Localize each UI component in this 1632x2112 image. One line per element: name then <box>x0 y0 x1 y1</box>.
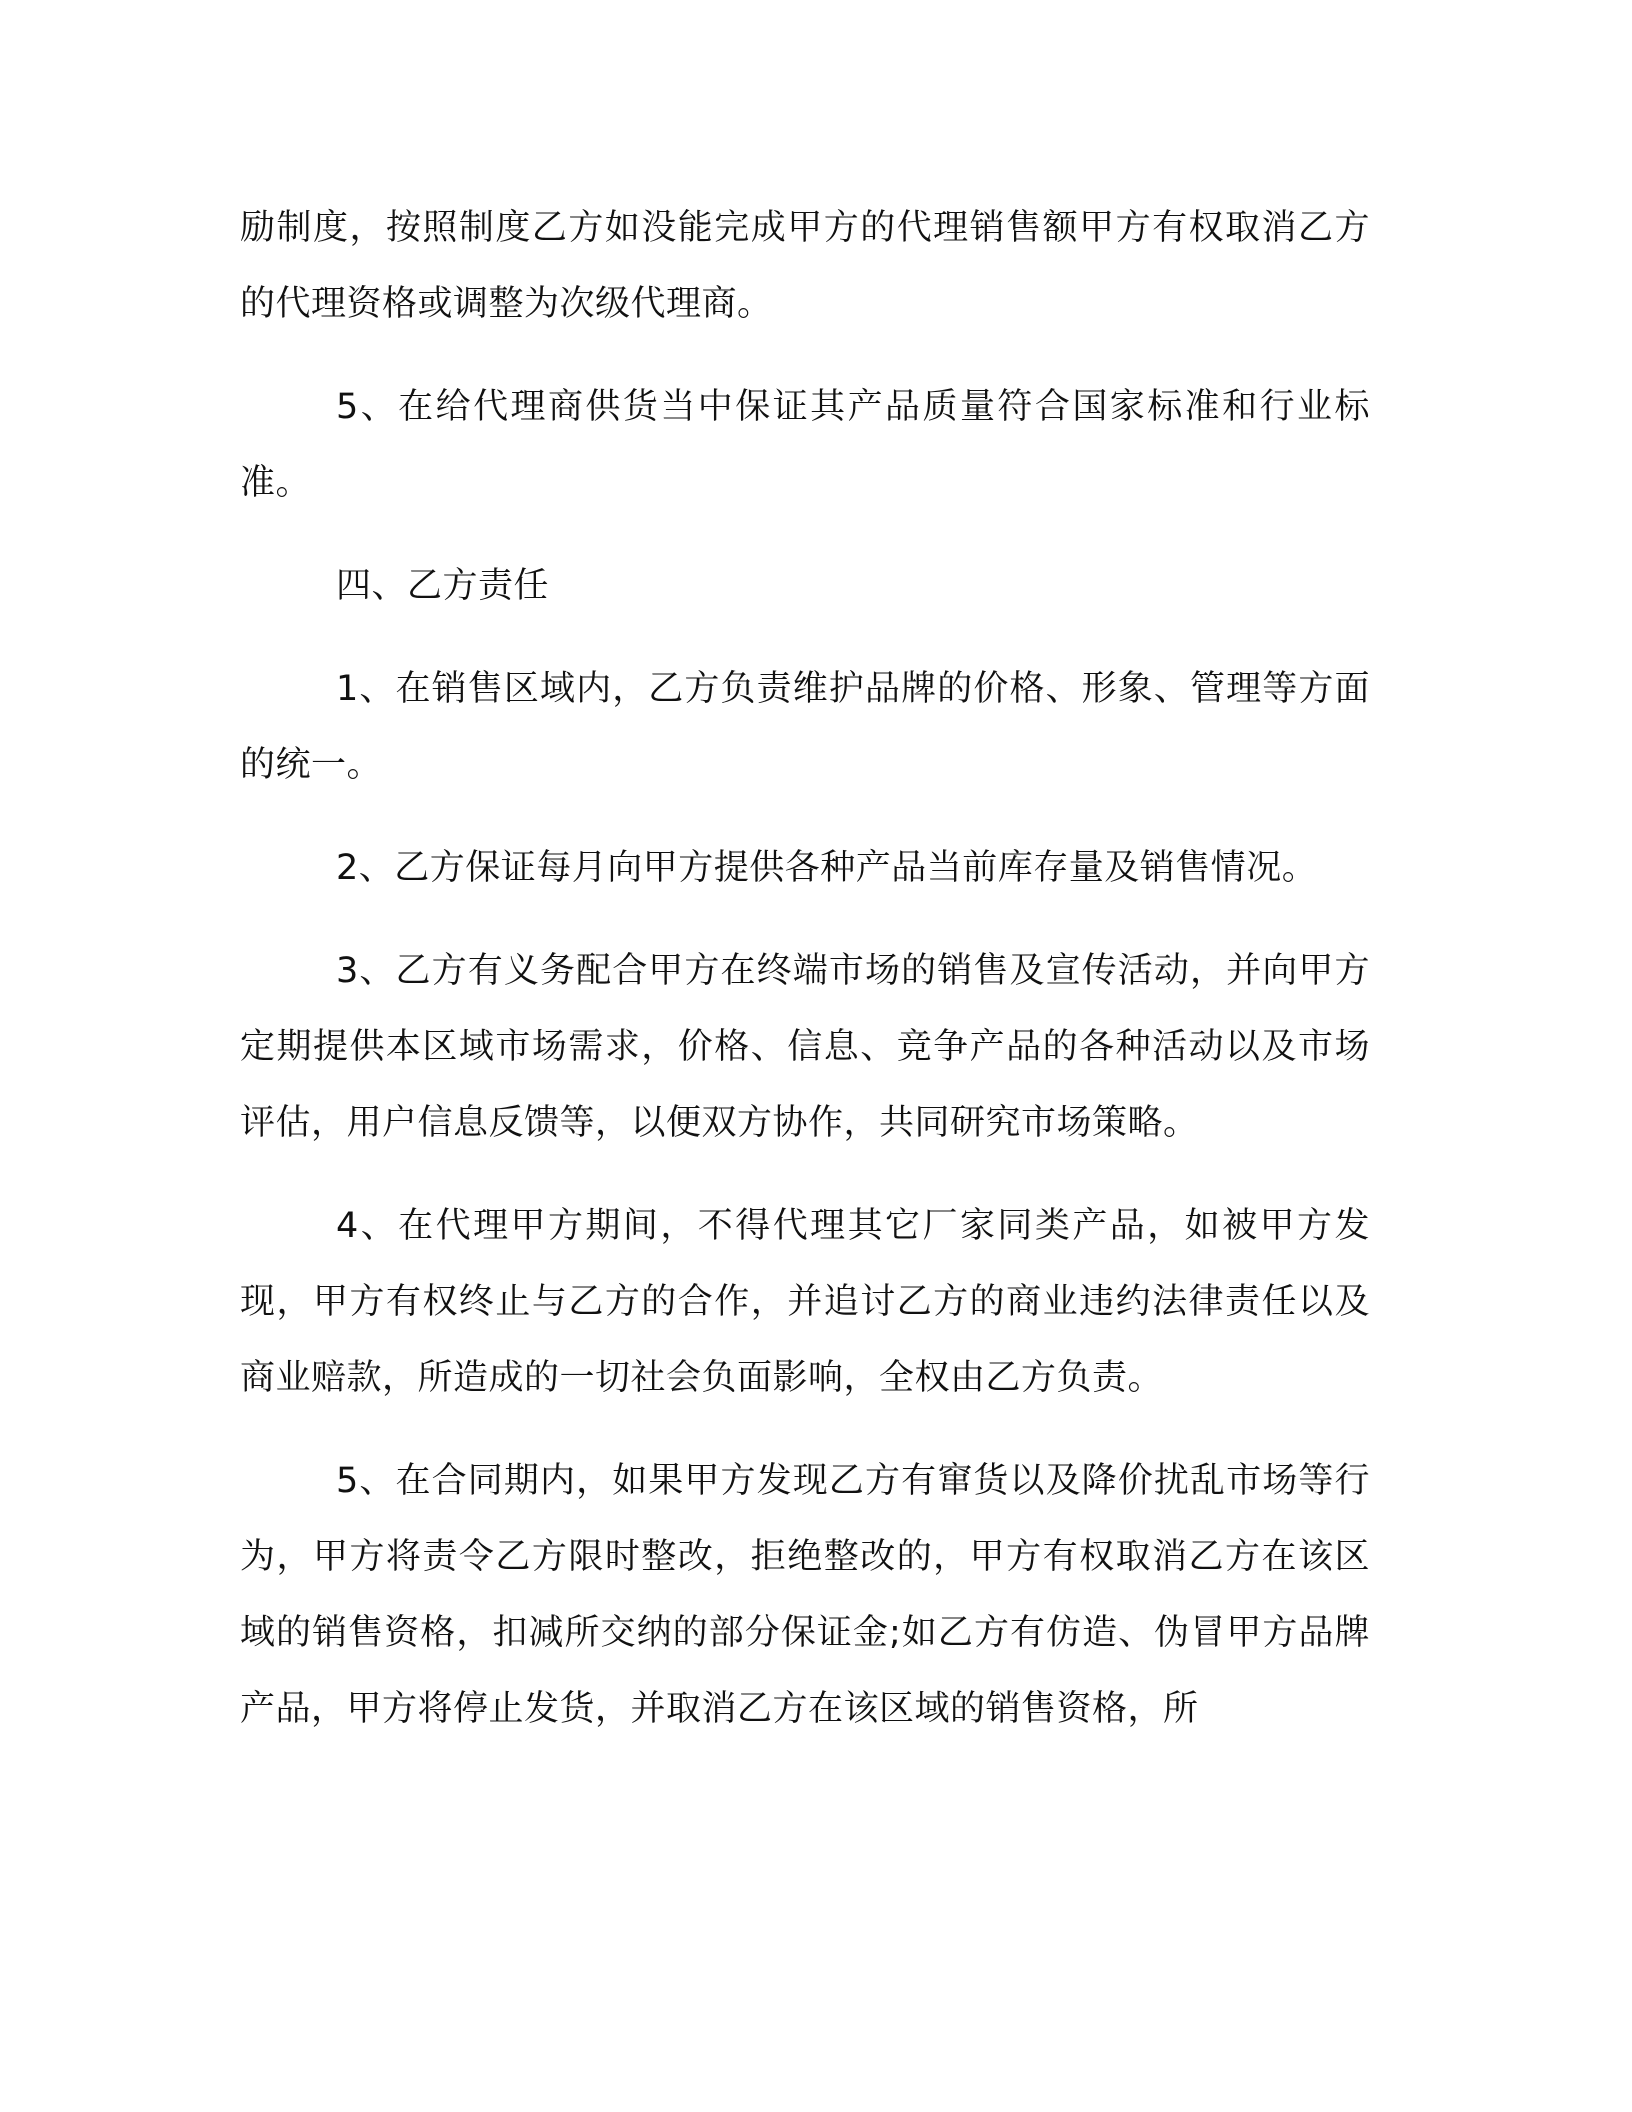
paragraph-continuation: 励制度，按照制度乙方如没能完成甲方的代理销售额甲方有权取消乙方的代理资格或调整为次级代理商。 <box>240 208 1370 324</box>
paragraph-item-1: 1、在销售区域内，乙方负责维护品牌的价格、形象、管理等方面的统一。 <box>240 669 1370 785</box>
paragraph-item-4: 4、在代理甲方期间，不得代理其它厂家同类产品，如被甲方发现，甲方有权终止与乙方的合作，并追讨乙方的商业违约法律责任以及商业赔款，所造成的一切社会负面影响，全权由乙方负责。 <box>240 1206 1370 1398</box>
document-body <box>240 190 1370 1774</box>
paragraph-item-3: 3、乙方有义务配合甲方在终端市场的销售及宣传活动，并向甲方定期提供本区域市场需求，价格、信息、竞争产品的各种活动以及市场评估，用户信息反馈等，以便双方协作，共同研究市场策略。 <box>240 951 1370 1143</box>
paragraph-item-5: 5、在合同期内，如果甲方发现乙方有窜货以及降价扰乱市场等行为，甲方将责令乙方限时整改，拒绝整改的，甲方有权取消乙方在该区域的销售资格，扣减所交纳的部分保证金;如乙方有仿造、伪冒甲方品牌产品，甲方将停止发货，并取消乙方在该区域的销售资格，所 <box>240 1461 1370 1729</box>
paragraph-item-2: 2、乙方保证每月向甲方提供各种产品当前库存量及销售情况。 <box>336 848 1318 888</box>
paragraph-item-5-supplier: 5、在给代理商供货当中保证其产品质量符合国家标准和行业标准。 <box>240 387 1370 503</box>
section-heading-party-b: 四、乙方责任 <box>336 566 550 606</box>
